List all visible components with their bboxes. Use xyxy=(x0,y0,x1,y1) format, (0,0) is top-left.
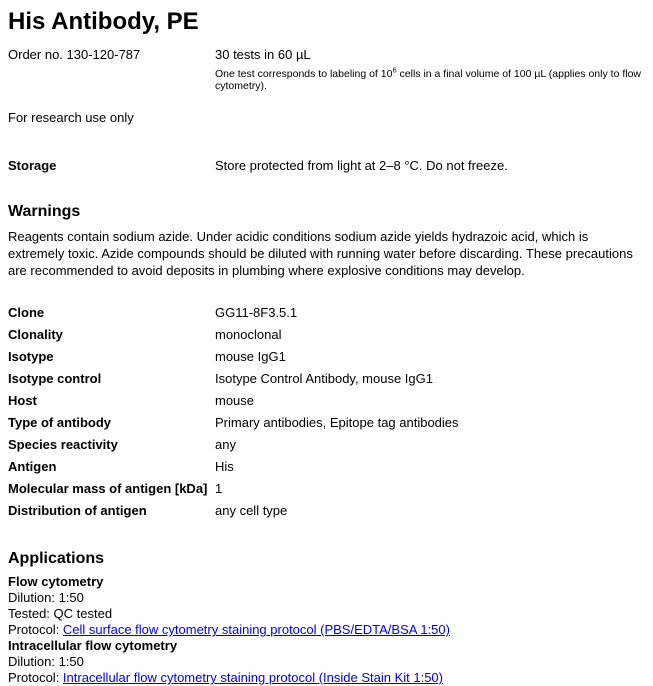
table-row xyxy=(8,478,645,500)
spec-value-antigen: His xyxy=(215,459,234,474)
spec-value-clone: GG11-8F3.5.1 xyxy=(215,305,298,320)
spec-value-species-reactivity: any xyxy=(215,437,236,452)
order-row xyxy=(8,47,645,92)
order-number: Order no. 130-120-787 xyxy=(8,47,141,62)
spec-value-distribution: any cell type xyxy=(215,503,288,518)
table-row xyxy=(8,456,645,478)
spec-label-distribution: Distribution of antigen xyxy=(8,503,147,518)
table-row xyxy=(8,368,645,390)
specifications-table xyxy=(8,302,645,522)
spec-label-species-reactivity: Species reactivity xyxy=(8,437,118,452)
spec-value-type-of-antibody: Primary antibodies, Epitope tag antibodies xyxy=(215,415,459,430)
storage-row xyxy=(8,158,645,173)
spec-value-isotype: mouse IgG1 xyxy=(215,349,286,364)
application-dilution: Dilution: 1:50 xyxy=(8,590,84,605)
table-row xyxy=(8,324,645,346)
protocol-prefix: Protocol: xyxy=(8,670,63,685)
applications-section xyxy=(8,574,645,686)
spec-value-clonality: monoclonal xyxy=(215,327,282,342)
spec-value-molecular-mass: 1 xyxy=(215,481,223,496)
application-protocol-line xyxy=(8,622,645,638)
spec-label-isotype: Isotype xyxy=(8,349,54,364)
pack-size-note xyxy=(215,65,645,92)
table-row xyxy=(8,302,645,324)
pack-note-pre: One test corresponds to labeling of 10 xyxy=(215,68,393,80)
spec-label-molecular-mass: Molecular mass of antigen [kDa] xyxy=(8,481,208,496)
spec-label-antigen: Antigen xyxy=(8,459,57,474)
intracellular-protocol-link[interactable]: Intracellular flow cytometry staining protocol (Inside Stain Kit 1:50) xyxy=(62,670,443,685)
pack-note-post: cells in a final volume of 100 µL (applies only to flow cytometry). xyxy=(215,68,641,92)
pack-size: 30 tests in 60 µL xyxy=(215,47,311,62)
research-use-statement: For research use only xyxy=(8,110,134,125)
table-row xyxy=(8,500,645,522)
pack-note-superscript: 6 xyxy=(392,65,397,75)
spec-label-clonality: Clonality xyxy=(8,327,63,342)
application-name-intracellular-flow-cytometry: Intracellular flow cytometry xyxy=(8,638,178,653)
applications-heading: Applications xyxy=(8,550,105,567)
spec-label-clone: Clone xyxy=(8,305,45,320)
application-tested: Tested: QC tested xyxy=(8,606,113,621)
application-protocol-line xyxy=(8,670,645,686)
table-row xyxy=(8,390,645,412)
spec-label-host: Host xyxy=(8,393,37,408)
spec-label-type-of-antibody: Type of antibody xyxy=(8,415,112,430)
storage-value: Store protected from light at 2–8 °C. Do not freeze. xyxy=(215,158,508,173)
spec-value-host: mouse xyxy=(215,393,255,408)
spec-label-isotype-control: Isotype control xyxy=(8,371,102,386)
table-row xyxy=(8,412,645,434)
warnings-heading: Warnings xyxy=(8,203,81,220)
spec-value-isotype-control: Isotype Control Antibody, mouse IgG1 xyxy=(215,371,433,386)
page-title: His Antibody, PE xyxy=(8,8,199,35)
storage-label: Storage xyxy=(8,158,57,173)
protocol-prefix: Protocol: xyxy=(8,622,63,637)
table-row xyxy=(8,434,645,456)
application-dilution: Dilution: 1:50 xyxy=(8,654,84,669)
warnings-text: Reagents contain sodium azide. Under acidic conditions sodium azide yields hydrazoic acid, which is extremely toxic. Azide compounds should be diluted with running water before discarding. These precautions are recommended to avoid deposits in plumbing where explosive conditions may develop. xyxy=(8,229,633,278)
table-row xyxy=(8,346,645,368)
application-name-flow-cytometry: Flow cytometry xyxy=(8,574,104,589)
cell-surface-protocol-link[interactable]: Cell surface flow cytometry staining protocol (PBS/EDTA/BSA 1:50) xyxy=(62,622,450,637)
